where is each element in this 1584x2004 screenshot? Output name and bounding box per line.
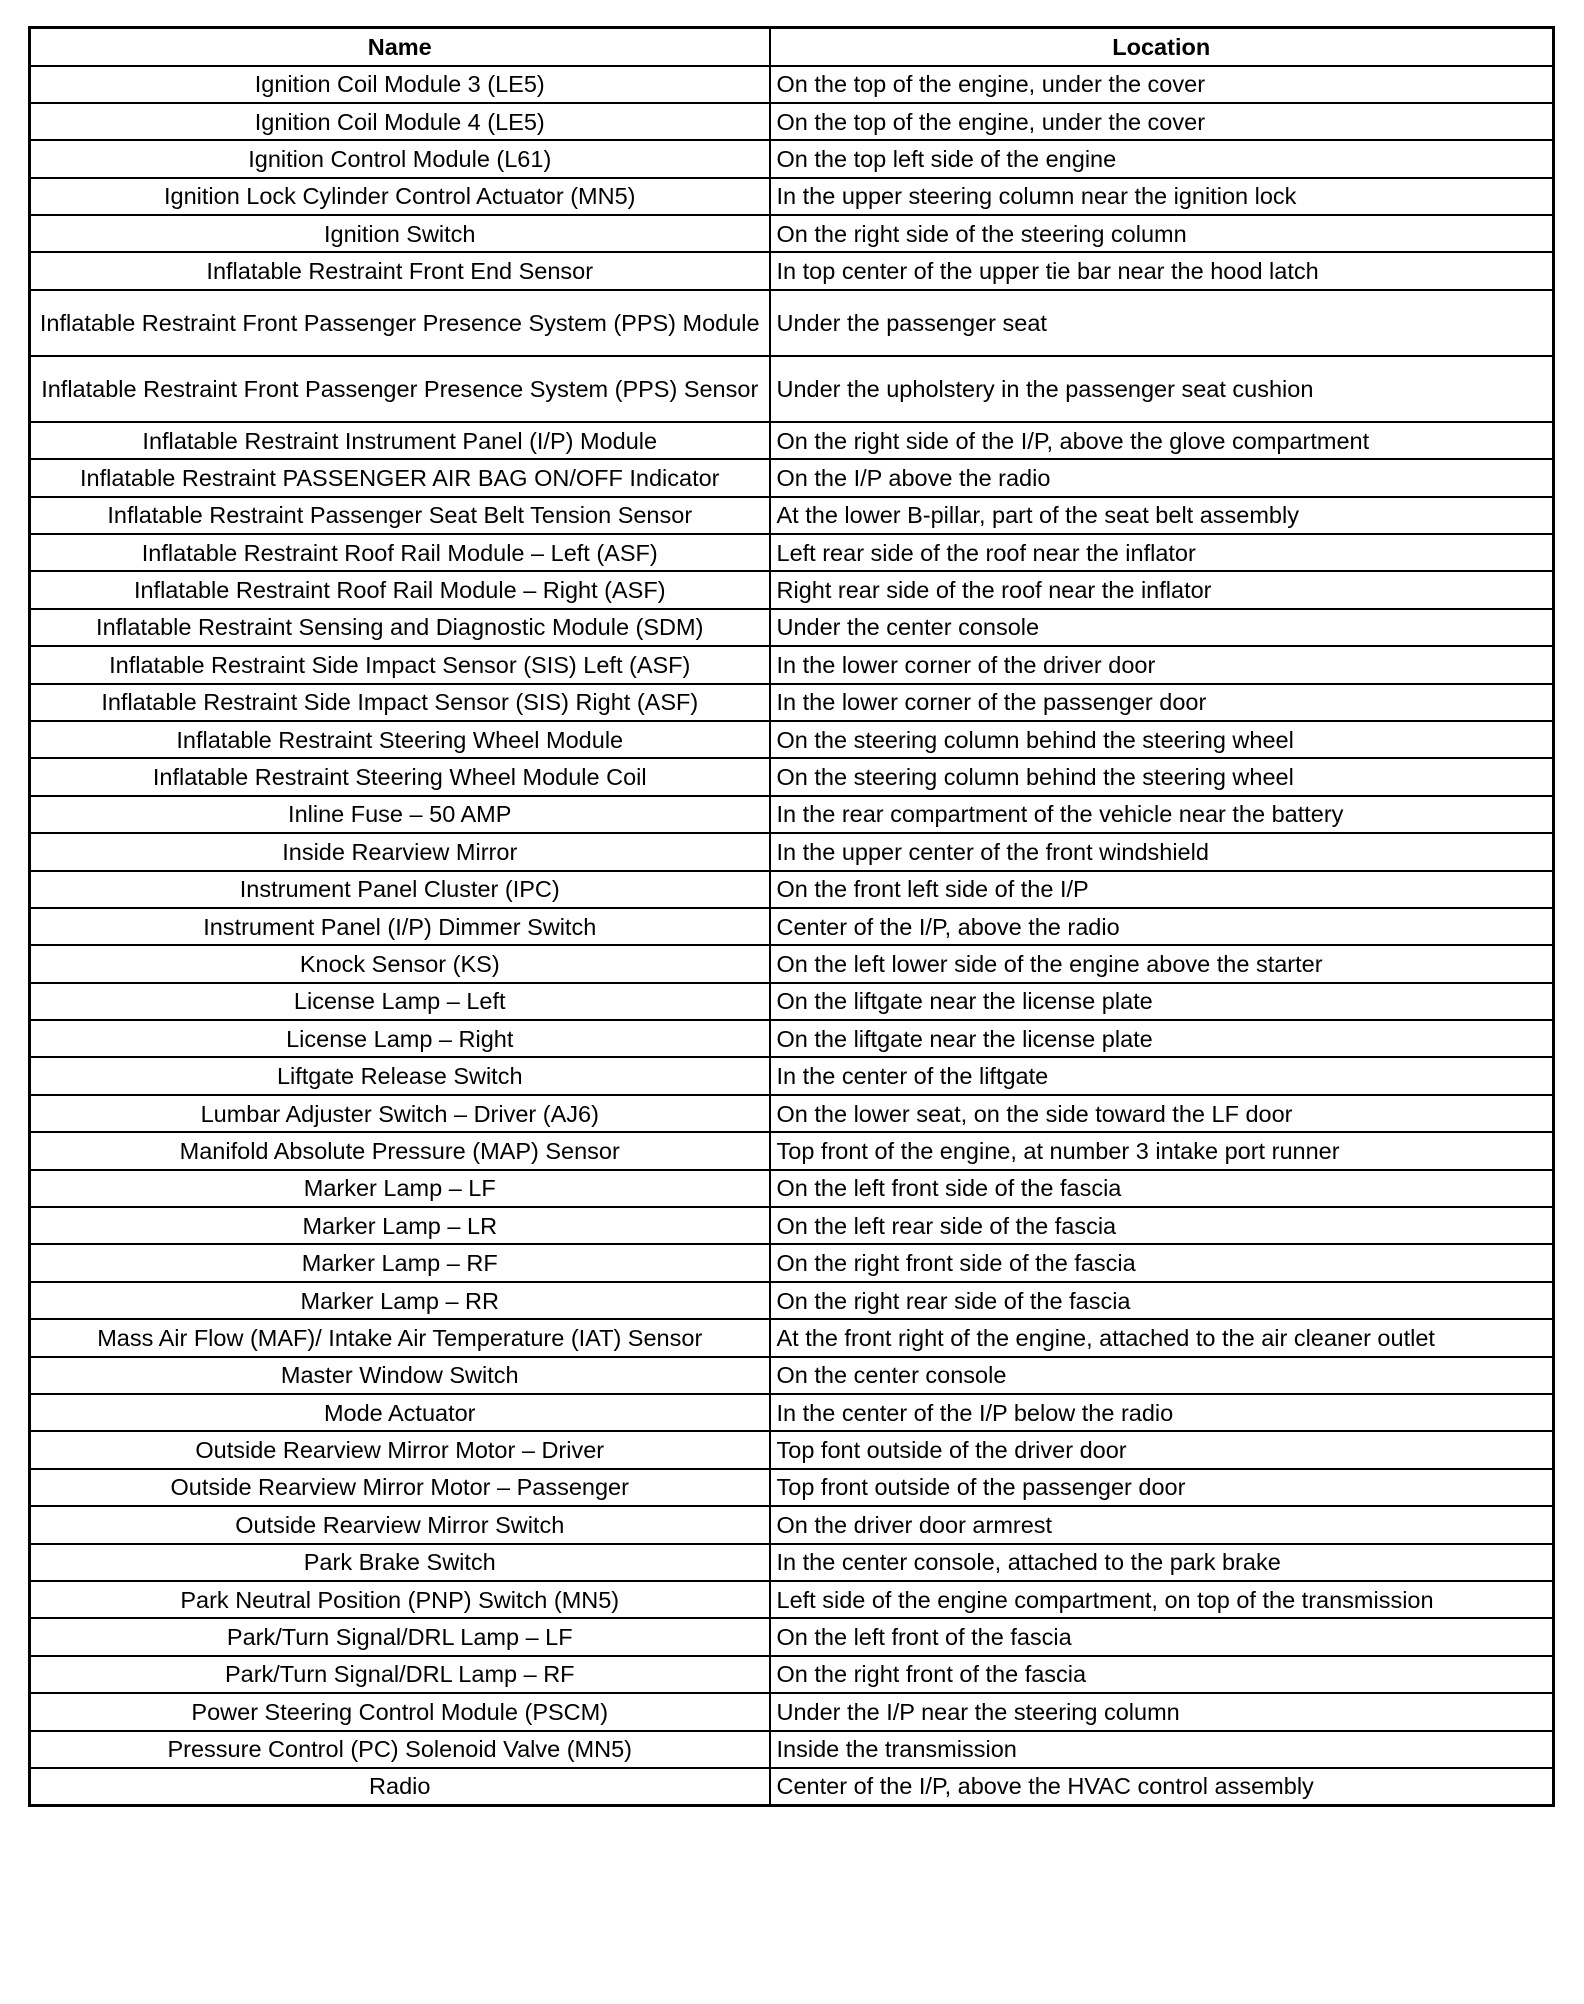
component-location-cell: In the center of the liftgate	[770, 1057, 1554, 1094]
location-column-header: Location	[770, 28, 1554, 66]
table-row	[30, 684, 1554, 721]
table-row	[30, 1020, 1554, 1057]
table-row	[30, 1244, 1554, 1281]
table-row	[30, 422, 1554, 459]
component-name-cell: Inflatable Restraint Steering Wheel Module	[30, 721, 770, 758]
component-location-cell: At the front right of the engine, attached to the air cleaner outlet	[770, 1319, 1554, 1356]
component-location-cell: Top front of the engine, at number 3 intake port runner	[770, 1132, 1554, 1169]
component-location-cell: Left rear side of the roof near the inflator	[770, 534, 1554, 571]
component-name-cell: Outside Rearview Mirror Motor – Driver	[30, 1431, 770, 1468]
table-row	[30, 833, 1554, 870]
component-location-cell: On the right side of the steering column	[770, 215, 1554, 252]
component-name-cell: Inline Fuse – 50 AMP	[30, 796, 770, 833]
component-name-cell: Ignition Switch	[30, 215, 770, 252]
component-name-cell: Park Brake Switch	[30, 1544, 770, 1581]
header-row	[30, 28, 1554, 66]
component-location-cell: On the left lower side of the engine above the starter	[770, 945, 1554, 982]
table-row	[30, 1618, 1554, 1655]
component-location-cell: At the lower B-pillar, part of the seat belt assembly	[770, 497, 1554, 534]
table-row	[30, 1656, 1554, 1693]
component-name-cell: Outside Rearview Mirror Motor – Passenger	[30, 1469, 770, 1506]
table-row	[30, 721, 1554, 758]
component-name-cell: Instrument Panel Cluster (IPC)	[30, 871, 770, 908]
component-location-cell: In top center of the upper tie bar near the hood latch	[770, 252, 1554, 289]
component-name-cell: Inflatable Restraint Sensing and Diagnostic Module (SDM)	[30, 609, 770, 646]
table-row	[30, 571, 1554, 608]
table-row	[30, 796, 1554, 833]
component-name-cell: Inflatable Restraint Roof Rail Module – Right (ASF)	[30, 571, 770, 608]
component-name-cell: Inflatable Restraint Side Impact Sensor (SIS) Right (ASF)	[30, 684, 770, 721]
component-name-cell: Marker Lamp – LF	[30, 1170, 770, 1207]
component-name-cell: Inflatable Restraint Front Passenger Presence System (PPS) Module	[30, 290, 770, 356]
component-location-cell: On the steering column behind the steering wheel	[770, 721, 1554, 758]
component-location-cell: On the left rear side of the fascia	[770, 1207, 1554, 1244]
component-location-cell: On the I/P above the radio	[770, 459, 1554, 496]
table-row	[30, 1693, 1554, 1730]
component-location-cell: On the liftgate near the license plate	[770, 1020, 1554, 1057]
component-location-cell: Center of the I/P, above the radio	[770, 908, 1554, 945]
component-name-cell: Ignition Control Module (L61)	[30, 140, 770, 177]
table-body	[30, 66, 1554, 1806]
table-row	[30, 1581, 1554, 1618]
component-location-cell: On the right front side of the fascia	[770, 1244, 1554, 1281]
component-name-cell: License Lamp – Left	[30, 983, 770, 1020]
component-location-cell: Under the center console	[770, 609, 1554, 646]
component-location-cell: Under the I/P near the steering column	[770, 1693, 1554, 1730]
table-row	[30, 1357, 1554, 1394]
component-name-cell: Park/Turn Signal/DRL Lamp – LF	[30, 1618, 770, 1655]
component-name-cell: Marker Lamp – RF	[30, 1244, 770, 1281]
table-row	[30, 534, 1554, 571]
table-row	[30, 1170, 1554, 1207]
component-location-cell: Right rear side of the roof near the inflator	[770, 571, 1554, 608]
component-name-cell: Master Window Switch	[30, 1357, 770, 1394]
table-row	[30, 1282, 1554, 1319]
component-name-cell: Inflatable Restraint Instrument Panel (I/P) Module	[30, 422, 770, 459]
component-name-cell: Mass Air Flow (MAF)/ Intake Air Temperature (IAT) Sensor	[30, 1319, 770, 1356]
component-name-cell: Power Steering Control Module (PSCM)	[30, 1693, 770, 1730]
component-location-cell: On the liftgate near the license plate	[770, 983, 1554, 1020]
component-name-cell: Inflatable Restraint Front Passenger Presence System (PPS) Sensor	[30, 356, 770, 422]
component-location-cell: On the left front of the fascia	[770, 1618, 1554, 1655]
component-location-cell: In the lower corner of the driver door	[770, 646, 1554, 683]
component-location-cell: On the left front side of the fascia	[770, 1170, 1554, 1207]
component-location-cell: Under the passenger seat	[770, 290, 1554, 356]
component-location-cell: In the upper center of the front windshield	[770, 833, 1554, 870]
table-row	[30, 459, 1554, 496]
component-location-cell: On the right rear side of the fascia	[770, 1282, 1554, 1319]
table-row	[30, 1431, 1554, 1468]
component-location-cell: On the center console	[770, 1357, 1554, 1394]
component-name-cell: Inflatable Restraint PASSENGER AIR BAG ON/OFF Indicator	[30, 459, 770, 496]
table-row	[30, 140, 1554, 177]
table-row	[30, 290, 1554, 356]
component-location-cell: On the lower seat, on the side toward the LF door	[770, 1095, 1554, 1132]
component-name-cell: Manifold Absolute Pressure (MAP) Sensor	[30, 1132, 770, 1169]
table-row	[30, 356, 1554, 422]
component-location-cell: In the rear compartment of the vehicle near the battery	[770, 796, 1554, 833]
table-row	[30, 983, 1554, 1020]
component-location-cell: On the top left side of the engine	[770, 140, 1554, 177]
component-location-cell: In the upper steering column near the ignition lock	[770, 178, 1554, 215]
table-row	[30, 252, 1554, 289]
table-row	[30, 1057, 1554, 1094]
table-row	[30, 1132, 1554, 1169]
table-row	[30, 497, 1554, 534]
component-location-cell: Top front outside of the passenger door	[770, 1469, 1554, 1506]
component-location-table-container	[28, 26, 1552, 1807]
component-name-cell: Ignition Coil Module 3 (LE5)	[30, 66, 770, 103]
component-location-cell: In the lower corner of the passenger door	[770, 684, 1554, 721]
table-row	[30, 1319, 1554, 1356]
component-location-cell: Inside the transmission	[770, 1731, 1554, 1768]
component-location-cell: In the center console, attached to the park brake	[770, 1544, 1554, 1581]
table-row	[30, 1394, 1554, 1431]
component-name-cell: Radio	[30, 1768, 770, 1805]
component-name-cell: Inflatable Restraint Front End Sensor	[30, 252, 770, 289]
table-row	[30, 646, 1554, 683]
name-column-header: Name	[30, 28, 770, 66]
component-location-cell: Under the upholstery in the passenger seat cushion	[770, 356, 1554, 422]
table-row	[30, 215, 1554, 252]
component-name-cell: Liftgate Release Switch	[30, 1057, 770, 1094]
component-name-cell: Inflatable Restraint Roof Rail Module – Left (ASF)	[30, 534, 770, 571]
table-row	[30, 1207, 1554, 1244]
table-row	[30, 1506, 1554, 1543]
component-location-cell: On the right side of the I/P, above the glove compartment	[770, 422, 1554, 459]
component-name-cell: Inflatable Restraint Side Impact Sensor (SIS) Left (ASF)	[30, 646, 770, 683]
component-location-cell: On the front left side of the I/P	[770, 871, 1554, 908]
component-name-cell: Knock Sensor (KS)	[30, 945, 770, 982]
component-location-cell: Top font outside of the driver door	[770, 1431, 1554, 1468]
component-location-cell: In the center of the I/P below the radio	[770, 1394, 1554, 1431]
table-row	[30, 758, 1554, 795]
component-name-cell: Inflatable Restraint Steering Wheel Module Coil	[30, 758, 770, 795]
component-name-cell: Ignition Lock Cylinder Control Actuator (MN5)	[30, 178, 770, 215]
component-name-cell: Outside Rearview Mirror Switch	[30, 1506, 770, 1543]
component-name-cell: Marker Lamp – LR	[30, 1207, 770, 1244]
component-name-cell: Pressure Control (PC) Solenoid Valve (MN5)	[30, 1731, 770, 1768]
component-location-table	[28, 26, 1555, 1807]
component-name-cell: Ignition Coil Module 4 (LE5)	[30, 103, 770, 140]
table-row	[30, 609, 1554, 646]
component-location-cell: On the top of the engine, under the cover	[770, 103, 1554, 140]
table-row	[30, 1095, 1554, 1132]
component-location-cell: On the right front of the fascia	[770, 1656, 1554, 1693]
table-row	[30, 66, 1554, 103]
component-location-cell: On the top of the engine, under the cover	[770, 66, 1554, 103]
table-row	[30, 871, 1554, 908]
table-row	[30, 1544, 1554, 1581]
component-name-cell: Inside Rearview Mirror	[30, 833, 770, 870]
table-row	[30, 908, 1554, 945]
component-name-cell: Inflatable Restraint Passenger Seat Belt Tension Sensor	[30, 497, 770, 534]
table-row	[30, 1731, 1554, 1768]
table-row	[30, 178, 1554, 215]
component-location-cell: Left side of the engine compartment, on top of the transmission	[770, 1581, 1554, 1618]
component-name-cell: Instrument Panel (I/P) Dimmer Switch	[30, 908, 770, 945]
component-location-cell: On the steering column behind the steering wheel	[770, 758, 1554, 795]
component-name-cell: License Lamp – Right	[30, 1020, 770, 1057]
component-name-cell: Marker Lamp – RR	[30, 1282, 770, 1319]
component-name-cell: Park/Turn Signal/DRL Lamp – RF	[30, 1656, 770, 1693]
table-row	[30, 1768, 1554, 1805]
table-row	[30, 1469, 1554, 1506]
table-row	[30, 945, 1554, 982]
component-name-cell: Lumbar Adjuster Switch – Driver (AJ6)	[30, 1095, 770, 1132]
component-location-cell: Center of the I/P, above the HVAC control assembly	[770, 1768, 1554, 1805]
table-row	[30, 103, 1554, 140]
component-location-cell: On the driver door armrest	[770, 1506, 1554, 1543]
component-name-cell: Park Neutral Position (PNP) Switch (MN5)	[30, 1581, 770, 1618]
component-name-cell: Mode Actuator	[30, 1394, 770, 1431]
